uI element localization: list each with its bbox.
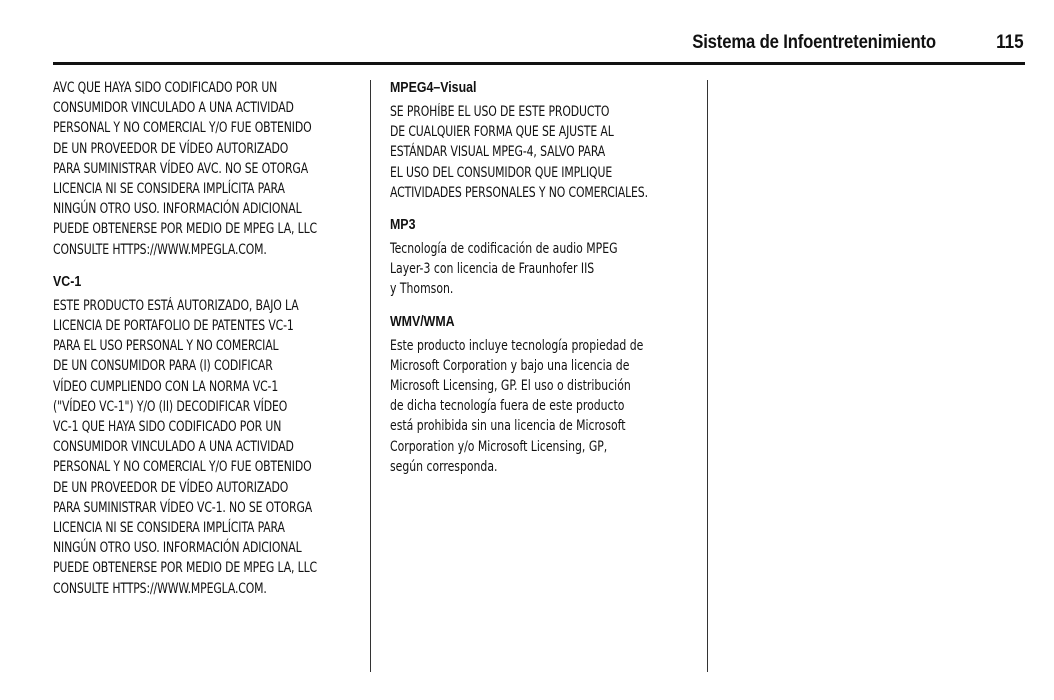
page-header-title: Sistema de Infoentretenimiento — [692, 32, 936, 53]
column-divider-left — [370, 80, 371, 672]
avc-license-continuation: AVC QUE HAYA SIDO CODIFICADO POR UN CONSUMIDOR VINCULADO A UNA ACTIVIDAD PERSONAL Y NO COMERCIAL Y/O FUE OBTENIDO DE UN PROVEEDOR DE VÍDEO AUTORIZADO PARA SUMINISTRAR VÍDEO AVC. NO SE OTORGA LICENCIA NI SE CONSIDERA IMPLÍCITA PARA NINGÚN OTRO USO. INFORMACIÓN ADICIONAL PUEDE OBTENERSE POR MEDIO DE MPEG LA, LLC CONSULTE HTTPS://WWW.MPEGLA.COM. — [53, 80, 317, 258]
mp3-license-text: Tecnología de codificación de audio MPEG Layer-3 con licencia de Fraunhofer IIS y Thomson. — [390, 241, 618, 298]
mp3-heading: MP3 — [390, 217, 416, 234]
middle-column — [390, 78, 702, 477]
header-rule — [53, 62, 1025, 65]
wmv-wma-heading: WMV/WMA — [390, 313, 455, 330]
mpeg4-heading: MPEG4–Visual — [390, 80, 477, 96]
left-column — [53, 78, 363, 599]
vc1-license-text: ESTE PRODUCTO ESTÁ AUTORIZADO, BAJO LA LICENCIA DE PORTAFOLIO DE PATENTES VC-1 PARA EL USO PERSONAL Y NO COMERCIAL DE UN CONSUMIDOR PARA (I) CODIFICAR VÍDEO CUMPLIENDO CON LA NORMA VC-1 ("VÍDEO VC-1") Y/O (II) DECODIFICAR VÍDEO VC-1 QUE HAYA SIDO CODIFICADO POR UN CONSUMIDOR VINCULADO A UNA ACTIVIDAD PERSONAL Y NO COMERCIAL Y/O FUE OBTENIDO DE UN PROVEEDOR DE VÍDEO AUTORIZADO PARA SUMINISTRAR VÍDEO VC-1. NO SE OTORGA LICENCIA NI SE CONSIDERA IMPLÍCITA PARA NINGÚN OTRO USO. INFORMACIÓN ADICIONAL PUEDE OBTENERSE POR MEDIO DE MPEG LA, LLC CONSULTE HTTPS://WWW.MPEGLA.COM. — [53, 297, 317, 597]
column-divider-right — [707, 80, 708, 672]
mpeg4-license-text: SE PROHÍBE EL USO DE ESTE PRODUCTO DE CUALQUIER FORMA QUE SE AJUSTE AL ESTÁNDAR VISUAL MPEG-4, SALVO PARA EL USO DEL CONSUMIDOR QUE IMPLIQUE ACTIVIDADES PERSONALES Y NO COMERCIALES. — [390, 104, 648, 201]
wmv-wma-license-text: Este producto incluye tecnología propiedad de Microsoft Corporation y bajo una licencia de Microsoft Licensing, GP. El uso o distribución de dicha tecnología fuera de este producto está prohibida sin una licencia de Microsoft Corporation y/o Microsoft Licensing, GP, según corresponda. — [390, 337, 644, 475]
page-number: 115 — [996, 32, 1024, 53]
vc1-heading: VC-1 — [53, 273, 82, 290]
